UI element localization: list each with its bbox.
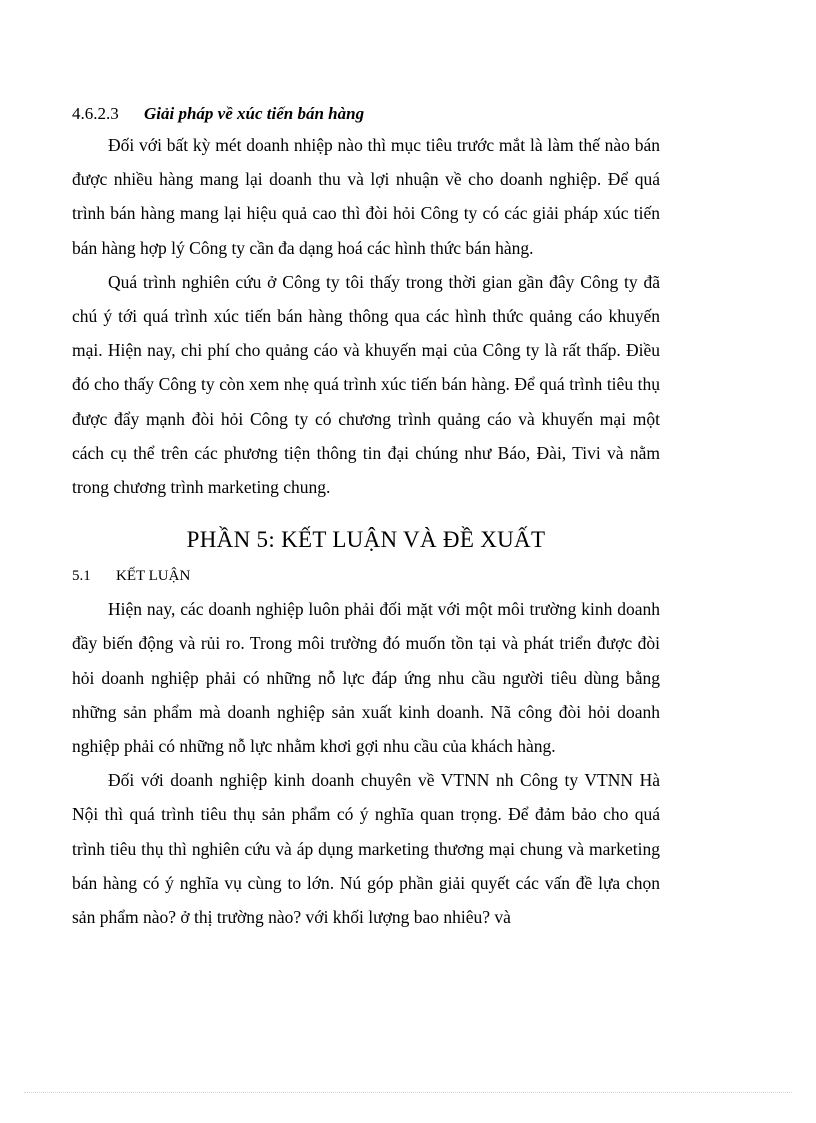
paragraph: Quá trình nghiên cứu ở Công ty tôi thấy trong thời gian gần đây Công ty đã chú ý tới quá trình xúc tiến bán hàng thông qua các hình thức quảng cáo khuyến mại. Hiện nay, chi phí cho quảng cáo và khuyến mại của Công ty là rất thấp. Điều đó cho thấy Công ty còn xem nhẹ quá trình xúc tiến bán hàng. Để quá trình tiêu thụ được đẩy mạnh đòi hỏi Công ty có chương trình quảng cáo và khuyến mại một cách cụ thể trên các phương tiện thông tin đại chúng như Báo, Đài, Tivi và nằm trong chương trình marketing chung. <box>72 271 660 498</box>
section-title: KẾT LUẬN <box>116 568 191 585</box>
document-page <box>72 100 660 934</box>
part-title: PHẦN 5: KẾT LUẬN VÀ ĐỀ XUẤT <box>186 527 546 553</box>
page-bottom-divider <box>24 1092 792 1093</box>
paragraph: Đối với bất kỳ mét doanh nhiệp nào thì mục tiêu trước mắt là làm thế nào bán được nhiều hàng mang lại doanh thu và lợi nhuận về cho doanh nghiệp. Để quá trình bán hàng mang lại hiệu quả cao thì đòi hỏi Công ty có các giải pháp xúc tiến bán hàng hợp lý Công ty cần đa dạng hoá các hình thức bán hàng. <box>72 135 660 258</box>
paragraph: Đối với doanh nghiệp kinh doanh chuyên về VTNN nh Công ty VTNN Hà Nội thì quá trình tiêu thụ sản phẩm có ý nghĩa quan trọng. Để đảm bảo cho quá trình tiêu thụ thì nghiên cứu và áp dụng marketing thương mại chung và marketing bán hàng có ý nghĩa vụ cùng to lớn. Nú góp phần giải quyết các vấn đề lựa chọn sản phẩm nào? ở thị trường nào? với khối lượng bao nhiêu? và <box>72 770 660 928</box>
section-number: 4.6.2.3 <box>72 104 119 123</box>
section-number: 5.1 <box>72 568 91 585</box>
section-title: Giải pháp về xúc tiến bán hàng <box>144 104 365 123</box>
section-heading-5-1 <box>72 560 660 592</box>
section-heading-4-6-2-3 <box>72 100 660 128</box>
paragraph: Hiện nay, các doanh nghiệp luôn phải đối mặt với một môi trường kinh doanh đầy biến động và rủi ro. Trong môi trường đó muốn tồn tại và phát triển được đòi hỏi doanh nghiệp phải có những nỗ lực đáp ứng nhu cầu người tiêu dùng bằng những sản phẩm mà doanh nghiệp sản xuất kinh doanh. Nã công đòi hỏi doanh nghiệp phải có những nỗ lực nhằm khơi gợi nhu cầu của khách hàng. <box>72 599 660 757</box>
